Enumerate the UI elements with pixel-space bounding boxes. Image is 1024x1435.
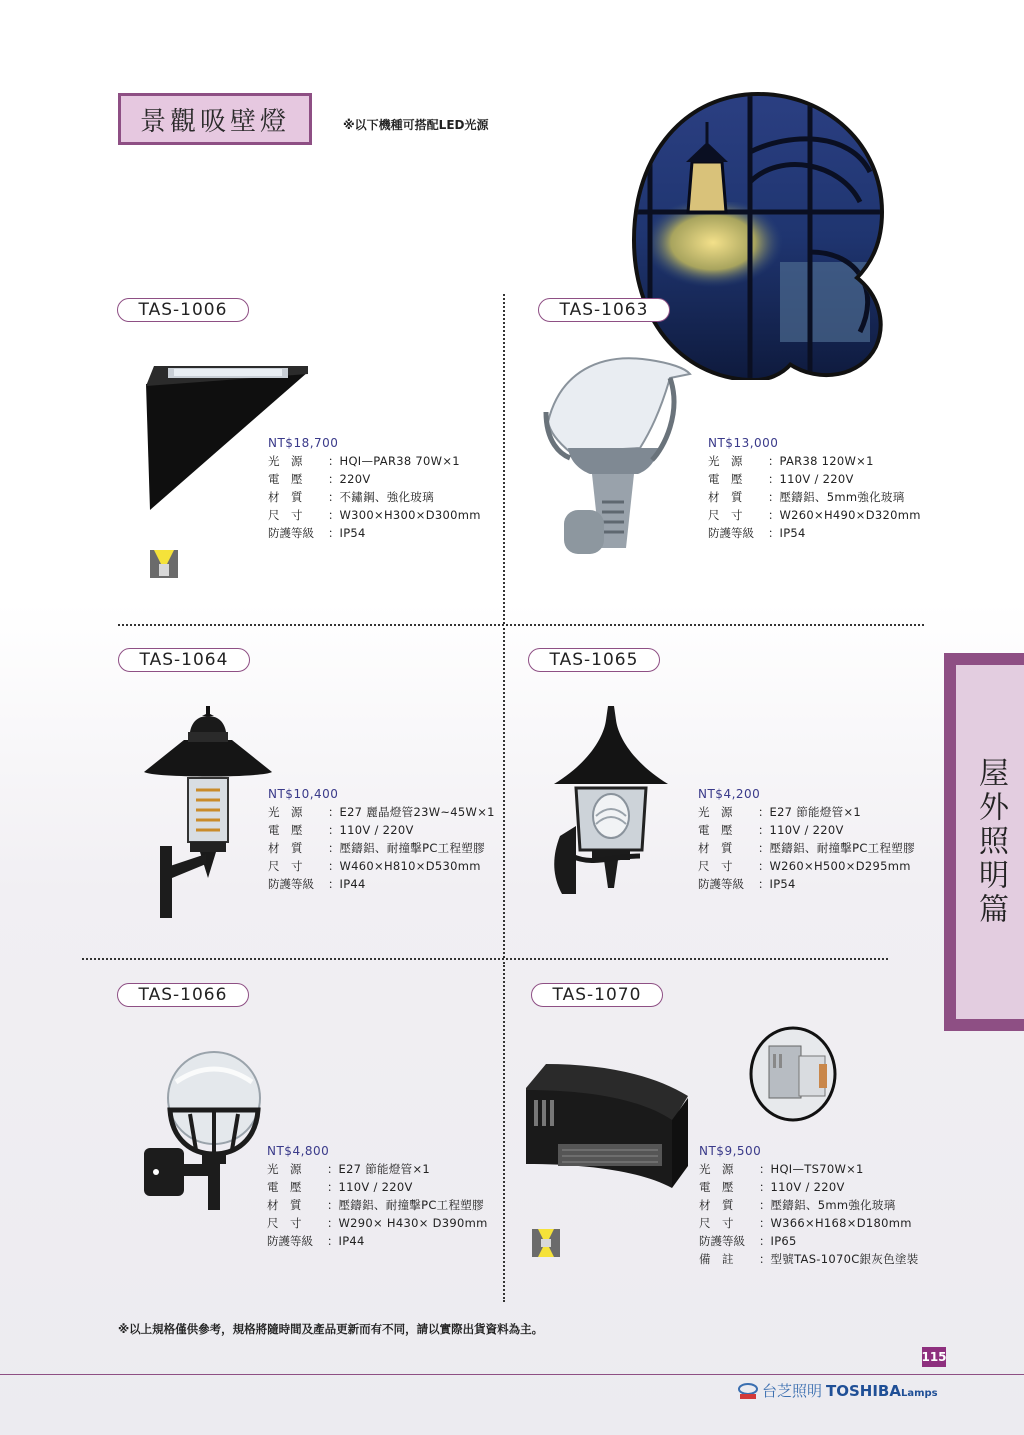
- spec-row-ip: 防護等級 ： IP54: [708, 526, 806, 540]
- tas-1070-detail-image: [749, 1026, 837, 1122]
- led-note: ※以下機種可搭配LED光源: [343, 118, 489, 132]
- spec-row-material: 材 質 ： 壓鑄鋁、5mm強化玻璃: [708, 490, 905, 504]
- spec-row-ip: 防護等級 ： IP54: [698, 877, 796, 891]
- spec-row-size: 尺 寸 ： W260×H490×D320mm: [708, 508, 921, 522]
- model-label-tas-1063: TAS-1063: [538, 298, 670, 322]
- spec-row-size: 尺 寸 ： W290× H430× D390mm: [267, 1216, 488, 1230]
- price: NT$13,000: [708, 436, 779, 450]
- vertical-divider-top: [503, 294, 505, 624]
- spec-row-source: 光 源 ： PAR38 120W×1: [708, 454, 874, 468]
- tas-1070-lamp-image: [522, 1060, 692, 1192]
- model-label-tas-1065: TAS-1065: [528, 648, 660, 672]
- model-label-tas-1006: TAS-1006: [117, 298, 249, 322]
- tas-1066-lamp-image: [142, 1042, 274, 1214]
- price: NT$10,400: [268, 787, 339, 801]
- spec-block-tas-1066: [267, 1142, 488, 1250]
- spec-block-tas-1065: [698, 785, 915, 893]
- horizontal-divider-1: [118, 624, 924, 626]
- spec-block-tas-1064: [268, 785, 495, 893]
- spec-block-tas-1006: [268, 434, 481, 542]
- lantern-photo: [630, 92, 886, 380]
- price: NT$4,800: [267, 1144, 330, 1158]
- spec-row-material: 材 質 ： 壓鑄鋁、5mm強化玻璃: [699, 1198, 896, 1212]
- horizontal-divider-2: [82, 958, 888, 960]
- spec-row-size: 尺 寸 ： W300×H300×D300mm: [268, 508, 481, 522]
- spec-row-ip: 防護等級 ： IP44: [268, 877, 366, 891]
- spec-row-voltage: 電 壓 ： 110V / 220V: [698, 823, 844, 837]
- model-label-tas-1064: TAS-1064: [118, 648, 250, 672]
- spec-row-voltage: 電 壓 ： 110V / 220V: [268, 823, 414, 837]
- uplight-beam-icon: [150, 550, 178, 578]
- model-label-tas-1070: TAS-1070: [531, 983, 663, 1007]
- side-tab-label: 屋外照明篇: [973, 757, 1008, 927]
- spec-row-source: 光 源 ： E27 節能燈管×1: [698, 805, 862, 819]
- tas-1063-lamp-image: [540, 352, 694, 562]
- vertical-divider-middle: [503, 628, 505, 958]
- side-tab-panel: [956, 665, 1024, 1019]
- spec-row-size: 尺 寸 ： W260×H500×D295mm: [698, 859, 911, 873]
- tas-1064-lamp-image: [144, 706, 274, 922]
- price: NT$18,700: [268, 436, 339, 450]
- brand-english-name: TOSHIBALamps: [826, 1381, 938, 1400]
- footer-rule: [0, 1374, 1024, 1375]
- spec-row-source: 光 源 ： E27 麗晶燈管23W~45W×1: [268, 805, 495, 819]
- spec-row-material: 材 質 ： 壓鑄鋁、耐撞擊PC工程塑膠: [698, 841, 915, 855]
- spec-row-size: 尺 寸 ： W460×H810×D530mm: [268, 859, 481, 873]
- spec-row-material: 材 質 ： 壓鑄鋁、耐撞擊PC工程塑膠: [267, 1198, 484, 1212]
- spec-disclaimer: ※以上規格僅供參考，規格將隨時間及產品更新而有不同，請以實際出貨資料為主。: [118, 1322, 544, 1336]
- spec-block-tas-1070: [699, 1142, 919, 1268]
- spec-row-ip: 防護等級 ： IP44: [267, 1234, 365, 1248]
- brand-chinese-name: 台芝照明: [762, 1382, 823, 1400]
- spec-row-material: 材 質 ： 壓鑄鋁、耐撞擊PC工程塑膠: [268, 841, 485, 855]
- section-side-tab: [944, 653, 1024, 1031]
- spec-block-tas-1063: [708, 434, 921, 542]
- spec-row-voltage: 電 壓 ： 110V / 220V: [267, 1180, 413, 1194]
- spec-row-voltage: 電 壓 ： 110V / 220V: [708, 472, 854, 486]
- spec-row-remark: 備 註 ： 型號TAS-1070C銀灰色塗裝: [699, 1252, 919, 1266]
- brand-logo: [738, 1380, 938, 1401]
- price: NT$4,200: [698, 787, 761, 801]
- brand-mark-icon: [738, 1382, 758, 1400]
- tas-1065-lamp-image: [552, 706, 670, 896]
- spec-row-source: 光 源 ： HQI—PAR38 70W×1: [268, 454, 460, 468]
- vertical-divider-bottom: [503, 962, 505, 1302]
- up-down-beam-icon: [532, 1229, 560, 1257]
- price: NT$9,500: [699, 1144, 762, 1158]
- spec-row-ip: 防護等級 ： IP54: [268, 526, 366, 540]
- spec-row-source: 光 源 ： HQI—TS70W×1: [699, 1162, 864, 1176]
- model-label-tas-1066: TAS-1066: [117, 983, 249, 1007]
- spec-row-ip: 防護等級 ： IP65: [699, 1234, 797, 1248]
- spec-row-size: 尺 寸 ： W366×H168×D180mm: [699, 1216, 912, 1230]
- spec-row-source: 光 源 ： E27 節能燈管×1: [267, 1162, 431, 1176]
- page-number: 115: [922, 1347, 946, 1367]
- page-title: 景觀吸壁燈: [118, 93, 312, 145]
- spec-row-material: 材 質 ： 不鏽鋼、強化玻璃: [268, 490, 434, 504]
- spec-row-voltage: 電 壓 ： 110V / 220V: [699, 1180, 845, 1194]
- spec-row-voltage: 電 壓 ： 220V: [268, 472, 371, 486]
